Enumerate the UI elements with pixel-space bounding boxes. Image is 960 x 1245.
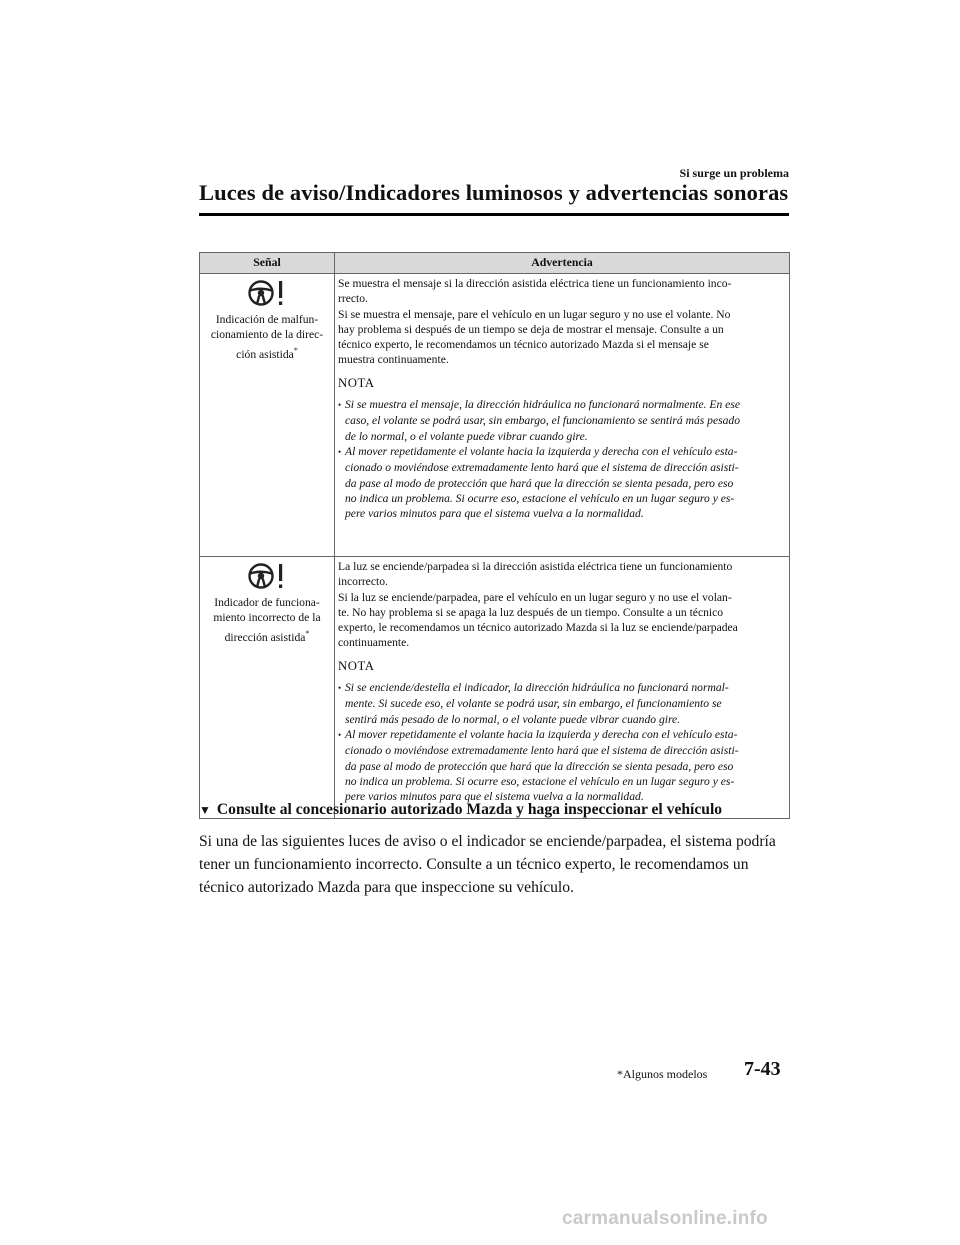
warning-text: La luz se enciende/parpadea si la dirección asistida eléctrica tiene un funcionamiento incorrecto. Si la luz se enciende/parpadea, pare el vehículo en un lugar seguro y no use el volan- te. No hay problema si se apaga la luz después de un tiempo. Consulte a un técnico experto, le recomendamos un técnico autorizado Mazda si la luz se enciende/parpadea continuamente. xyxy=(338,560,738,650)
section-heading-text: Consulte al concesionario autorizado Mazda y haga inspeccionar el vehículo xyxy=(216,801,723,818)
asterisk-mark: * xyxy=(305,628,310,638)
page-number: 7-43 xyxy=(744,1058,781,1080)
column-header-signal: Señal xyxy=(200,253,335,274)
page-title: Luces de aviso/Indicadores luminosos y advertencias sonoras xyxy=(199,180,789,205)
table-row xyxy=(200,274,790,557)
table-row xyxy=(200,557,790,819)
header-divider xyxy=(199,213,789,216)
note-item: • Al mover repetidamente el volante hacia la izquierda y derecha con el vehículo esta- cionado o moviéndose extremadamente lento hará que el sistema de dirección asisti- da pase al modo de protección que hará que la dirección se sienta pesada, pero eso no indica un problema. Si ocurre eso, estacione el vehículo en un lugar seguro y es- pere varios minutos para que el sistema vuelva a la normalidad. xyxy=(338,727,787,804)
signal-label xyxy=(202,312,332,362)
column-header-warning: Advertencia xyxy=(335,253,790,274)
asterisk-mark: * xyxy=(293,345,298,355)
footnote: *Algunos modelos xyxy=(617,1067,708,1081)
note-list xyxy=(338,397,787,521)
steering-wheel-warning-icon xyxy=(244,278,290,308)
note-item: • Al mover repetidamente el volante hacia la izquierda y derecha con el vehículo esta- cionado o moviéndose extremadamente lento hará que el sistema de dirección asisti- da pase al modo de protección que hará que la dirección se sienta pesada, pero eso no indica un problema. Si ocurre eso, estacione el vehículo en un lugar seguro y es- pere varios minutos para que el sistema vuelva a la normalidad. xyxy=(338,444,787,521)
note-item: • Si se enciende/destella el indicador, la dirección hidráulica no funcionará normal- mente. Si sucede eso, el volante se podrá usar, sin embargo, el funcionamiento se sentirá más pesado de lo normal, o el volante puede vibrar cuando gire. xyxy=(338,680,787,727)
note-list xyxy=(338,680,787,804)
signal-cell xyxy=(200,557,335,819)
watermark: carmanualsonline.info xyxy=(562,1208,768,1229)
signal-label xyxy=(202,595,332,645)
signal-label-text: Indicador de funciona- miento incorrecto de la dirección asistida xyxy=(213,596,321,644)
signal-label-text: Indicación de malfun- cionamiento de la direc- ción asistida xyxy=(210,313,324,361)
warning-text: Se muestra el mensaje si la dirección asistida eléctrica tiene un funcionamiento inco- rrecto. Si se muestra el mensaje, pare el vehículo en un lugar seguro y no use el volante. No hay problema si después de un tiempo se deja de mostrar el mensaje. Consulte a un técnico experto, le recomendamos un técnico autorizado Mazda si el mensaje se muestra continuamente. xyxy=(338,277,732,367)
triangle-marker-icon: ▼ xyxy=(199,803,211,817)
steering-wheel-warning-icon xyxy=(244,561,290,591)
section-heading xyxy=(199,801,722,819)
note-heading: NOTA xyxy=(338,658,375,673)
body-paragraph: Si una de las siguientes luces de aviso o el indicador se enciende/parpadea, el sistema podría tener un funcionamiento incorrecto. Consulte a un técnico experto, le recomendamos un técnico autorizado Mazda para que inspeccione su vehículo. xyxy=(199,833,776,896)
note-item: • Si se muestra el mensaje, la dirección hidráulica no funcionará normalmente. En ese caso, el volante se podrá usar, sin embargo, el funcionamiento se sentirá más pesado de lo normal, o el volante puede vibrar cuando gire. xyxy=(338,397,787,444)
warning-table xyxy=(199,252,790,819)
table-header-row xyxy=(200,253,790,274)
note-heading: NOTA xyxy=(338,375,375,390)
warning-cell xyxy=(335,557,790,819)
warning-cell xyxy=(335,274,790,557)
section-name: Si surge un problema xyxy=(679,166,789,180)
signal-cell xyxy=(200,274,335,557)
